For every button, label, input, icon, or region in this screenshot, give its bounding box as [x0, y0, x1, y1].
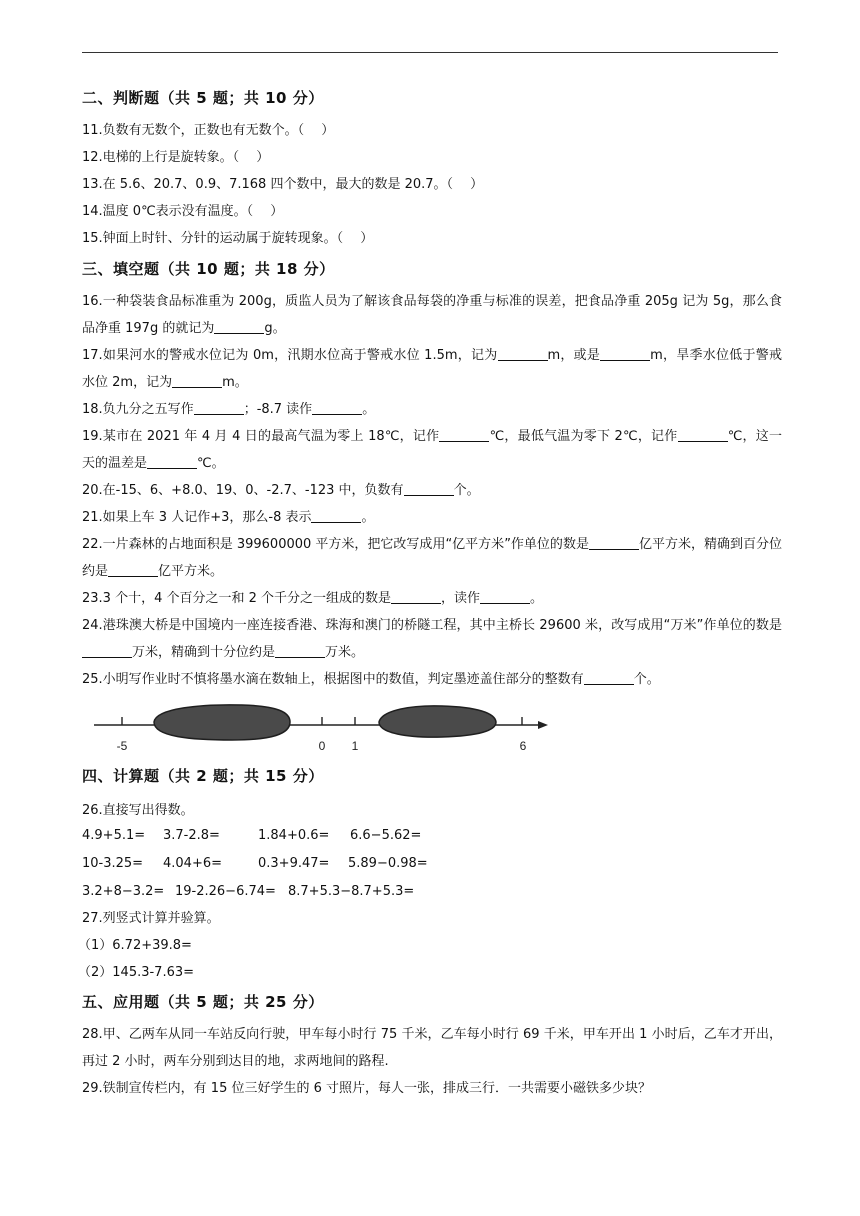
question-20-text-b: 个。	[453, 483, 480, 498]
calc-row-1	[82, 828, 782, 848]
question-13: 13.在 5.6、20.7、0.9、7.168 四个数中，最大的数是 20.7。（ ）	[82, 177, 484, 192]
calc-item: 1.84+0.6=	[258, 828, 330, 843]
question-29: 29.铁制宣传栏内，有 15 位三好学生的 6 寸照片，每人一张，排成三行．一共需要小磁铁多少块？	[82, 1081, 652, 1096]
question-23-text-c: 。	[530, 591, 544, 606]
answer-blank[interactable]	[172, 373, 222, 388]
question-19	[82, 423, 782, 477]
header-rule	[82, 52, 778, 53]
question-25	[82, 666, 782, 693]
answer-blank[interactable]	[480, 589, 530, 604]
section-title-application: 五、应用题（共 5 题；共 25 分）	[82, 993, 324, 1011]
question-21-text-a: 21.如果上车 3 人记作+3，那么-8 表示	[82, 510, 312, 525]
question-23-text-a: 23.3 个十，4 个百分之一和 2 个千分之一组成的数是	[82, 591, 392, 606]
question-20	[82, 477, 782, 504]
answer-blank[interactable]	[311, 508, 361, 523]
answer-blank[interactable]	[194, 400, 244, 415]
calc-item: 8.7+5.3−8.7+5.3=	[288, 884, 415, 899]
answer-blank[interactable]	[214, 319, 264, 334]
calc-row-2	[82, 856, 782, 876]
number-line-arrow	[538, 721, 548, 729]
calc-item: 19-2.26−6.74=	[175, 884, 276, 899]
answer-blank[interactable]	[82, 643, 132, 658]
question-24-text-b: 万米，精确到十分位约是	[132, 645, 276, 660]
question-18	[82, 396, 782, 423]
answer-blank[interactable]	[147, 454, 197, 469]
question-17-text-d: m。	[222, 375, 248, 390]
answer-blank[interactable]	[589, 535, 639, 550]
question-16-text-a: 16.一种袋装食品标准重为 200g，质监人员为了解该食品每袋的净重与标准的误差，把食品净重 205g 记为 5g，那么食品净重 197g 的就记为	[82, 294, 782, 336]
question-19-text-b: ℃，最低气温为零下 2℃，记作	[489, 429, 678, 444]
section-title-judgement: 二、判断题（共 5 题；共 10 分）	[82, 89, 324, 107]
question-17-text-b: m，或是	[547, 348, 601, 363]
question-26-title: 26.直接写出得数。	[82, 803, 194, 818]
question-27-title: 27.列竖式计算并验算。	[82, 911, 220, 926]
label-0: 0	[318, 739, 326, 753]
calc-item: 4.9+5.1=	[82, 828, 146, 843]
question-17	[82, 342, 782, 396]
question-18-text-c: 。	[362, 402, 376, 417]
answer-blank[interactable]	[584, 670, 634, 685]
question-28: 28.甲、乙两车从同一车站反向行驶，甲车每小时行 75 千米，乙车每小时行 69 千米，甲车开出 1 小时后，乙车才开出，再过 2 小时，两车分别到达目的地，求两地间的路程.	[82, 1027, 782, 1069]
question-22-text-b: 亿平方米，精确到百分位约是	[82, 537, 782, 579]
calc-row-3	[82, 884, 782, 904]
number-line-figure	[82, 700, 562, 760]
question-19-text-a: 19.某市在 2021 年 4 月 4 日的最高气温为零上 18℃，记作	[82, 429, 440, 444]
question-25-text-a: 25.小明写作业时不慎将墨水滴在数轴上，根据图中的数值，判定墨迹盖住部分的整数有	[82, 672, 584, 687]
question-14: 14.温度 0℃表示没有温度。（ ）	[82, 204, 284, 219]
question-18-text-b: ；-8.7 读作	[243, 402, 313, 417]
question-19-text-c: ℃，这一天的温差是	[82, 429, 783, 471]
calc-item: 3.7-2.8=	[163, 828, 220, 843]
question-22-text-c: 亿平方米。	[158, 564, 224, 579]
question-22	[82, 531, 782, 585]
question-11: 11.负数有无数个，正数也有无数个。（ ）	[82, 123, 335, 138]
question-19-text-d: ℃。	[197, 456, 225, 471]
answer-blank[interactable]	[678, 427, 728, 442]
calc-item: 3.2+8−3.2=	[82, 884, 165, 899]
answer-blank[interactable]	[108, 562, 158, 577]
question-15: 15.钟面上时针、分针的运动属于旋转现象。（ ）	[82, 231, 374, 246]
answer-blank[interactable]	[439, 427, 489, 442]
question-24-text-a: 24.港珠澳大桥是中国境内一座连接香港、珠海和澳门的桥隧工程，其中主桥长 29600 米，改写成用“万米”作单位的数是	[82, 618, 782, 633]
question-12: 12.电梯的上行是旋转象。（ ）	[82, 150, 270, 165]
calc-item: 6.6−5.62=	[350, 828, 422, 843]
question-21-text-b: 。	[361, 510, 375, 525]
question-27-item-2: （2）145.3-7.63=	[78, 965, 195, 980]
ink-blot-right	[379, 706, 496, 737]
answer-blank[interactable]	[391, 589, 441, 604]
question-27-item-1: （1）6.72+39.8=	[78, 938, 192, 953]
label-1: 1	[351, 739, 359, 753]
calc-item: 4.04+6=	[163, 856, 223, 871]
question-22-text-a: 22.一片森林的占地面积是 399600000 平方米，把它改写成用“亿平方米”作单位的数是	[82, 537, 589, 552]
question-18-text-a: 18.负九分之五写作	[82, 402, 194, 417]
question-24-text-c: 万米。	[325, 645, 365, 660]
question-23	[82, 585, 782, 612]
question-21	[82, 504, 782, 531]
question-17-text-a: 17.如果河水的警戒水位记为 0m，汛期水位高于警戒水位 1.5m，记为	[82, 348, 498, 363]
answer-blank[interactable]	[312, 400, 362, 415]
question-24	[82, 612, 782, 666]
answer-blank[interactable]	[600, 346, 650, 361]
label-minus-5: -5	[116, 739, 128, 753]
answer-blank[interactable]	[404, 481, 454, 496]
calc-item: 10-3.25=	[82, 856, 144, 871]
section-title-calculation: 四、计算题（共 2 题；共 15 分）	[82, 767, 324, 785]
answer-blank[interactable]	[498, 346, 548, 361]
question-16-text-b: g。	[264, 321, 286, 336]
question-25-text-b: 个。	[633, 672, 660, 687]
section-title-fill-blank: 三、填空题（共 10 题；共 18 分）	[82, 260, 335, 278]
question-20-text-a: 20.在-15、6、+8.0、19、0、-2.7、-123 中，负数有	[82, 483, 404, 498]
answer-blank[interactable]	[275, 643, 325, 658]
calc-item: 5.89−0.98=	[348, 856, 428, 871]
ink-blot-left	[154, 705, 290, 740]
calc-item: 0.3+9.47=	[258, 856, 330, 871]
question-16	[82, 288, 782, 342]
label-6: 6	[519, 739, 527, 753]
question-17-text-c: m，旱季水位低于警戒水位 2m，记为	[82, 348, 782, 390]
question-23-text-b: ，读作	[441, 591, 481, 606]
